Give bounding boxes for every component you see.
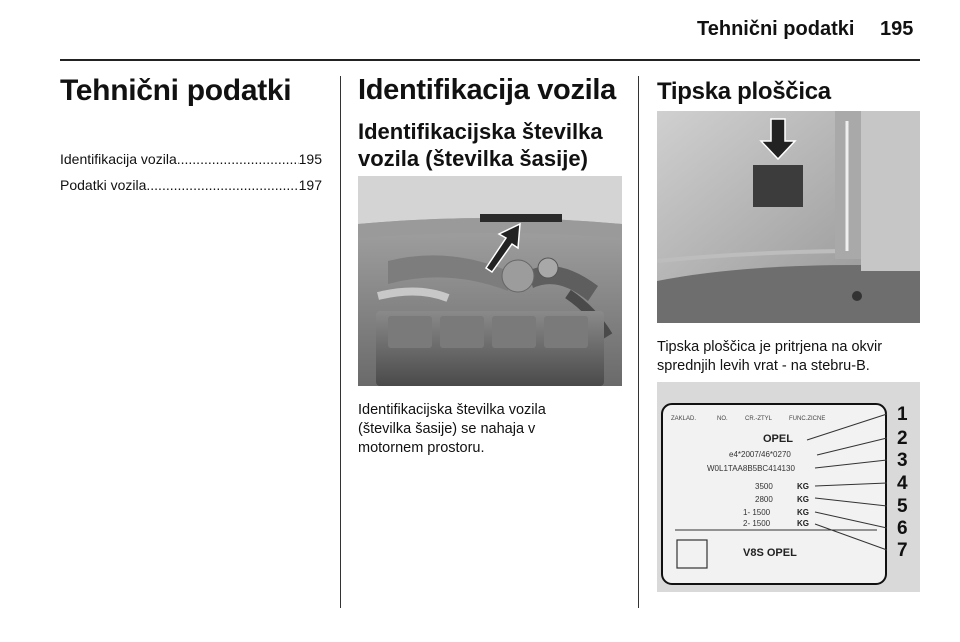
- page-number: 195: [880, 18, 914, 40]
- plate-weight: 3500: [755, 482, 773, 491]
- plate-top-label: ZAKLAD.: [671, 416, 697, 422]
- callout-number: 1: [897, 404, 908, 425]
- toc-entry-label: Podatki vozila: [60, 177, 147, 193]
- type-plate-location-line2: sprednjih levih vrat - na stebru-B.: [657, 358, 870, 374]
- toc-entry-label: Identifikacija vozila: [60, 151, 177, 167]
- callout-number: 4: [897, 473, 908, 494]
- toc-leader: [177, 151, 299, 167]
- door-pillar-photo: [657, 111, 920, 323]
- plate-type-approval: e4*2007/46*0270: [729, 450, 791, 459]
- plate-top-label: CR.-ZTYL: [745, 416, 772, 422]
- subsection-title-line2: vozila (številka šasije): [358, 146, 588, 171]
- chapter-title: Tehnični podatki: [60, 74, 292, 107]
- type-plate-diagram: [657, 382, 920, 592]
- plate-footer: V8S OPEL: [743, 547, 797, 559]
- type-plate-location-line1: Tipska ploščica je pritrjena na okvir: [657, 339, 883, 355]
- callout-number: 7: [897, 540, 908, 561]
- plate-weight: 1- 1500: [743, 508, 771, 517]
- engine-bay-photo: [358, 176, 622, 386]
- section-title-type-plate: Tipska ploščica: [657, 78, 831, 105]
- header-rule: [60, 59, 920, 61]
- running-header-title: Tehnični podatki: [697, 18, 855, 40]
- plate-weight: 2- 1500: [743, 519, 771, 528]
- toc-entry[interactable]: [60, 177, 322, 193]
- plate-brand: OPEL: [763, 433, 793, 445]
- plate-unit: KG: [797, 519, 809, 528]
- column-divider-1: [340, 76, 341, 608]
- callout-number: 2: [897, 428, 908, 449]
- vin-location-line3: motornem prostoru.: [358, 440, 485, 456]
- plate-top-label: FUNC.ZICNE: [789, 416, 826, 422]
- callout-number: 3: [897, 450, 908, 471]
- vin-location-line2: (številka šasije) se nahaja v: [358, 421, 536, 437]
- plate-vin: W0L1TAA8B5BC414130: [707, 464, 795, 473]
- column-divider-2: [638, 76, 639, 608]
- plate-unit: KG: [797, 508, 809, 517]
- plate-top-label: NO.: [717, 416, 728, 422]
- callout-number: 6: [897, 518, 908, 539]
- plate-unit: KG: [797, 495, 809, 504]
- toc-entry-page: 197: [298, 177, 322, 193]
- subsection-title-line1: Identifikacijska številka: [358, 119, 603, 144]
- toc-entry-page: 195: [298, 151, 322, 167]
- plate-weight: 2800: [755, 495, 773, 504]
- section-title: Identifikacija vozila: [358, 74, 617, 106]
- callout-number: 5: [897, 496, 908, 517]
- toc-leader: [146, 177, 298, 193]
- vin-location-line1: Identifikacijska številka vozila: [358, 402, 546, 418]
- toc-entry[interactable]: [60, 151, 322, 167]
- plate-unit: KG: [797, 482, 809, 491]
